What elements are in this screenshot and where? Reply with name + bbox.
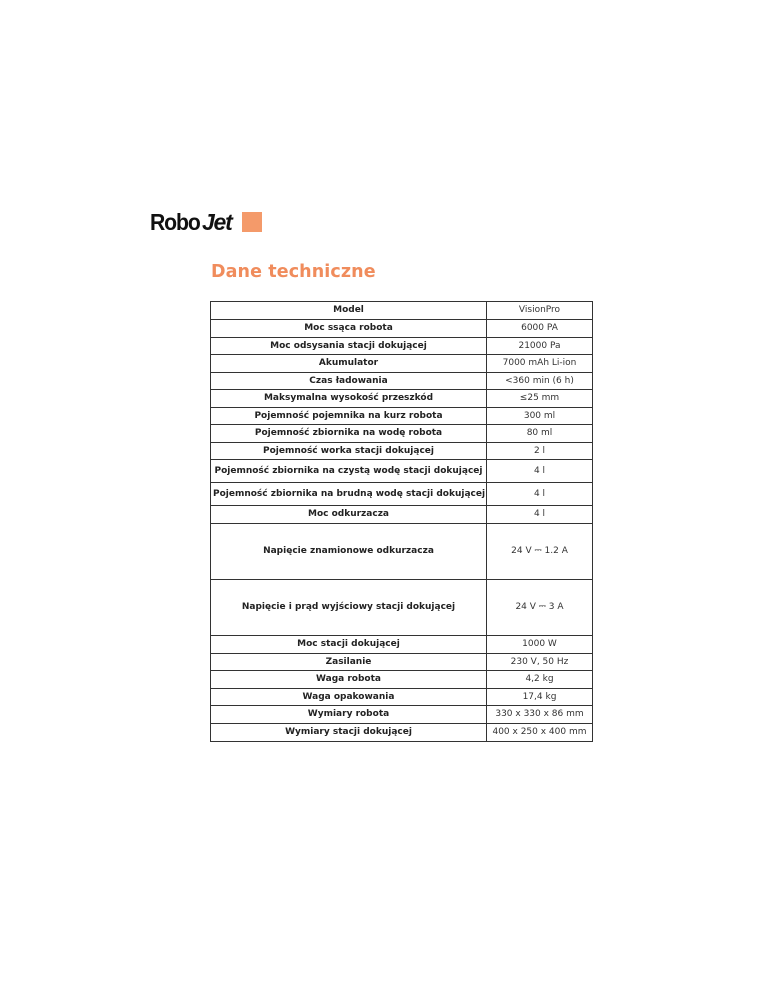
table-row xyxy=(211,506,593,524)
table-row xyxy=(211,460,593,483)
spec-label: Pojemność zbiornika na brudną wodę stacji dokującej xyxy=(211,483,487,506)
robojet-logo xyxy=(150,207,262,237)
spec-value: VisionPro xyxy=(487,302,593,320)
spec-label: Moc odkurzacza xyxy=(211,506,487,524)
spec-value: 24 V ⎓ 3 A xyxy=(487,580,593,636)
table-row xyxy=(211,320,593,338)
spec-value: 300 ml xyxy=(487,408,593,425)
spec-label: Napięcie znamionowe odkurzacza xyxy=(211,524,487,580)
spec-label: Waga opakowania xyxy=(211,689,487,706)
spec-label: Moc odsysania stacji dokującej xyxy=(211,338,487,355)
spec-value: ≤25 mm xyxy=(487,390,593,408)
spec-label: Pojemność worka stacji dokującej xyxy=(211,443,487,460)
spec-label: Moc ssąca robota xyxy=(211,320,487,338)
spec-label: Pojemność zbiornika na czystą wodę stacji dokującej xyxy=(211,460,487,483)
spec-label: Napięcie i prąd wyjściowy stacji dokującej xyxy=(211,580,487,636)
table-row xyxy=(211,654,593,671)
spec-value: 4 l xyxy=(487,483,593,506)
table-row xyxy=(211,689,593,706)
table-row xyxy=(211,408,593,425)
spec-value: 330 x 330 x 86 mm xyxy=(487,706,593,724)
spec-value: 80 ml xyxy=(487,425,593,443)
spec-value: 6000 PA xyxy=(487,320,593,338)
spec-value: 4,2 kg xyxy=(487,671,593,689)
spec-value: 4 l xyxy=(487,460,593,483)
spec-label: Czas ładowania xyxy=(211,373,487,390)
spec-value: 17,4 kg xyxy=(487,689,593,706)
spec-value: 2 l xyxy=(487,443,593,460)
spec-label: Akumulator xyxy=(211,355,487,373)
spec-value: 24 V ⎓ 1.2 A xyxy=(487,524,593,580)
table-row xyxy=(211,724,593,742)
table-row xyxy=(211,636,593,654)
spec-value: 400 x 250 x 400 mm xyxy=(487,724,593,742)
spec-label: Moc stacji dokującej xyxy=(211,636,487,654)
table-row xyxy=(211,483,593,506)
table-row xyxy=(211,524,593,580)
spec-label: Waga robota xyxy=(211,671,487,689)
spec-value: 7000 mAh Li-ion xyxy=(487,355,593,373)
table-row xyxy=(211,443,593,460)
spec-label: Zasilanie xyxy=(211,654,487,671)
table-row xyxy=(211,390,593,408)
spec-label: Wymiary robota xyxy=(211,706,487,724)
spec-value: 1000 W xyxy=(487,636,593,654)
spec-label: Model xyxy=(211,302,487,320)
table-row xyxy=(211,338,593,355)
table-row xyxy=(211,580,593,636)
spec-value: <360 min (6 h) xyxy=(487,373,593,390)
table-row xyxy=(211,355,593,373)
spec-label: Pojemność zbiornika na wodę robota xyxy=(211,425,487,443)
table-row xyxy=(211,425,593,443)
spec-value: 230 V, 50 Hz xyxy=(487,654,593,671)
spec-label: Pojemność pojemnika na kurz robota xyxy=(211,408,487,425)
table-row xyxy=(211,706,593,724)
logo-text-jet: Jet xyxy=(201,208,232,235)
table-row xyxy=(211,671,593,689)
logo-text-robo: Robo xyxy=(150,208,200,235)
spec-label: Wymiary stacji dokującej xyxy=(211,724,487,742)
page-title: Dane techniczne xyxy=(211,262,376,282)
table-row xyxy=(211,373,593,390)
spec-value: 21000 Pa xyxy=(487,338,593,355)
spec-value: 4 l xyxy=(487,506,593,524)
logo-square-icon xyxy=(242,212,262,232)
table-row xyxy=(211,302,593,320)
spec-table xyxy=(210,301,593,742)
spec-label: Maksymalna wysokość przeszkód xyxy=(211,390,487,408)
